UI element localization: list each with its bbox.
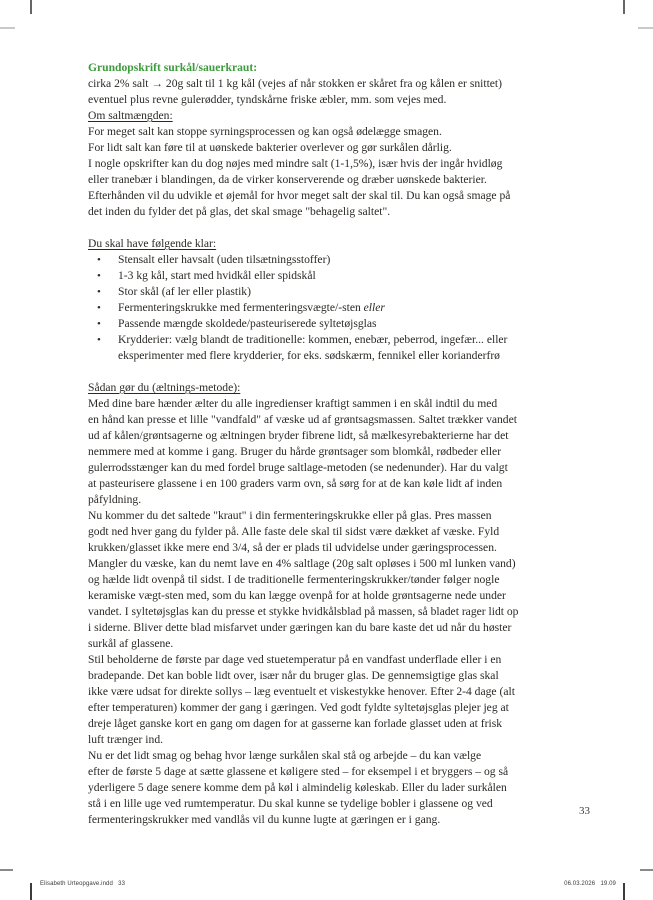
bullet-item xyxy=(88,252,572,268)
bullet-item xyxy=(88,268,572,284)
body-line: ikke være udsat for direkte sollys – læg eventuelt et viskestykke henover. Efter 2-4 dage (alt xyxy=(88,685,515,698)
body-line: gulerrodsstænger kan du med fordel bruge saltlage-metoden (se nedenunder). Har du valgt xyxy=(88,461,508,474)
bullet-text: Passende mængde skoldede/pasteuriserede syltetøjsglas xyxy=(118,317,377,330)
bullet-dot-icon: • xyxy=(97,254,101,266)
crop-mark-top-right-vertical xyxy=(623,0,625,14)
slug-timestamp: 06.03.2026 19.09 xyxy=(564,881,616,887)
page-number: 33 xyxy=(579,805,590,817)
body-line: Efterhånden vil du udvikle et øjemål for hvor meget salt der skal til. Du kan også smage på xyxy=(88,189,511,202)
body-line: luft trænger ind. xyxy=(88,733,164,746)
bullet-item xyxy=(88,300,572,316)
bullet-text: 1-3 kg kål, start med hvidkål eller spidskål xyxy=(118,269,316,282)
body-line: For lidt salt kan føre til at uønskede bakterier overlever og gør surkålen dårlig. xyxy=(88,141,452,154)
body-line: det inden du fylder det på glas, det skal smage "behagelig saltet". xyxy=(88,205,391,218)
bullet-dot-icon: • xyxy=(97,334,101,346)
crop-mark-top-left-horizontal xyxy=(0,27,15,29)
body-line: yderligere 5 dage senere komme dem på køl i almindelig køleskab. Eller du lader surkålen xyxy=(88,781,507,794)
body-line: at pasteurisere glassene i en 100 graders varm ovn, så sørg for at de kan køle lidt af inden xyxy=(88,477,503,490)
bullet-text: Stor skål (af ler eller plastik) xyxy=(118,285,251,298)
blank-line xyxy=(88,220,572,236)
body-line: nemmere med at komme i gang. Bruger du hårde grøntsager som blomkål, rødbeder eller xyxy=(88,445,502,458)
bullet-text: Fermenteringskrukke med fermenteringsvægte/-sten eller xyxy=(118,301,385,314)
body-line: keramiske vægt-sten med, som du kan lægge ovenpå for at holde grøntsagerne nede under xyxy=(88,589,506,602)
bullet-item xyxy=(88,284,572,300)
body-line: vandet. I syltetøjsglas kan du presse et stykke hvidkålsblad på massen, så bladet rager lidt op xyxy=(88,605,519,618)
crop-mark-bottom-left-horizontal xyxy=(0,869,13,871)
bullet-dot-icon: • xyxy=(97,318,101,330)
body-line: Med dine bare hænder ælter du alle ingredienser kraftigt sammen i en skål indtil du med xyxy=(88,397,498,410)
recipe-text-block xyxy=(88,60,572,828)
crop-mark-top-left-vertical xyxy=(30,0,32,14)
crop-mark-bottom-right-horizontal xyxy=(640,869,653,871)
body-line: Stil beholderne de første par dage ved stuetemperatur på en vandfast underflade eller i en xyxy=(88,653,502,666)
bullet-dot-icon: • xyxy=(97,302,101,314)
crop-mark-top-right-horizontal xyxy=(638,27,653,29)
document-blocks xyxy=(88,76,572,828)
bullet-dot-icon: • xyxy=(97,286,101,298)
bullet-text: Krydderier: vælg blandt de traditionelle: kommen, enebær, peberrod, ingefær... eller eksperimenter med flere krydderier, for eks. sødskærm, fennikel eller korianderfrø xyxy=(118,333,508,362)
body-line: Mangler du væske, kan du nemt lave en 4% saltlage (20g salt opløses i 500 ml lunken vand) xyxy=(88,557,516,570)
body-line: påfyldning. xyxy=(88,493,142,506)
section-heading: Du skal have følgende klar: xyxy=(88,237,217,250)
body-line: stå i en lille uge ved rumtemperatur. Du skal kunne se tydelige bobler i glassene og ved xyxy=(88,797,493,810)
bullet-item xyxy=(88,332,572,364)
body-line: surkål af glassene. xyxy=(88,637,174,650)
body-line: eventuel plus revne gulerødder, tyndskårne friske æbler, mm. som vejes med. xyxy=(88,93,447,106)
body-line: cirka 2% salt → 20g salt til 1 kg kål (vejes af når stokken er skåret fra og kålen er snittet) xyxy=(88,77,503,90)
section-heading: Sådan gør du (æltnings-metode): xyxy=(88,381,241,394)
bullet-text: Stensalt eller havsalt (uden tilsætningsstoffer) xyxy=(118,253,331,266)
body-line: en hånd kan presse et lille "vandfald" af væske ud af grøntsagsmassen. Saltet trækker vandet xyxy=(88,413,517,426)
body-line: For meget salt kan stoppe syrningsprocessen og kan også ødelægge smagen. xyxy=(88,125,442,138)
slug-filename: Elisabeth Urteopgave.indd 33 xyxy=(40,881,126,887)
body-line: efter de første 5 dage at sætte glassene et køligere sted – for eksempel i et bryggers – og så xyxy=(88,765,509,778)
body-line: eller tranebær i blandingen, da de virker konserverende og dræber uønskede bakterier. xyxy=(88,173,487,186)
body-line: ud af kålen/grøntsagerne og æltningen bryder fibrene lidt, så mælkesyrebakterierne har det xyxy=(88,429,509,442)
body-line: og hælde lidt ovenpå til sidst. I de traditionelle fermenteringskrukker/tønder følger nogle xyxy=(88,573,500,586)
section-heading: Om saltmængden: xyxy=(88,109,173,122)
body-line: efter temperaturen) kommer der gang i gæringen. Ved godt fyldte syltetøjsglas plejer jeg at xyxy=(88,701,509,714)
body-line: krukken/glasset ikke mere end 3/4, så der er plads til udvidelse under gæringsprocessen. xyxy=(88,541,497,554)
crop-mark-bottom-left-vertical xyxy=(30,883,32,900)
blank-line xyxy=(88,364,572,380)
crop-mark-bottom-right-vertical xyxy=(623,883,625,900)
body-line: bradepande. Det kan boble lidt over, især når du bruger glas. De gennemsigtige glas skal xyxy=(88,669,499,682)
body-line: godt ned hver gang du fylder på. Alle faste dele skal til sidst være dækket af væske. Fyld xyxy=(88,525,500,538)
bullet-item xyxy=(88,316,572,332)
body-line: I nogle opskrifter kan du dog nøjes med mindre salt (1-1,5%), især hvis der ingår hvidløg xyxy=(88,157,503,170)
body-line: i siderne. Bliver dette blad misfarvet under gæringen kan du bare kaste det ud når du høster xyxy=(88,621,512,634)
recipe-title: Grundopskrift surkål/sauerkraut: xyxy=(88,61,258,74)
body-line: Nu kommer du det saltede "kraut" i din fermenteringskrukke eller på glas. Pres massen xyxy=(88,509,492,522)
body-line: fermenteringskrukker med vandlås vil du kunne lugte at gæringen er i gang. xyxy=(88,813,441,826)
body-line: dreje låget ganske kort en gang om dagen for at gasserne kan forlade glasset uden at frisk xyxy=(88,717,503,730)
bullet-dot-icon: • xyxy=(97,270,101,282)
body-line: Nu er det lidt smag og behag hvor længe surkålen skal stå og arbejde – du kan vælge xyxy=(88,749,482,762)
